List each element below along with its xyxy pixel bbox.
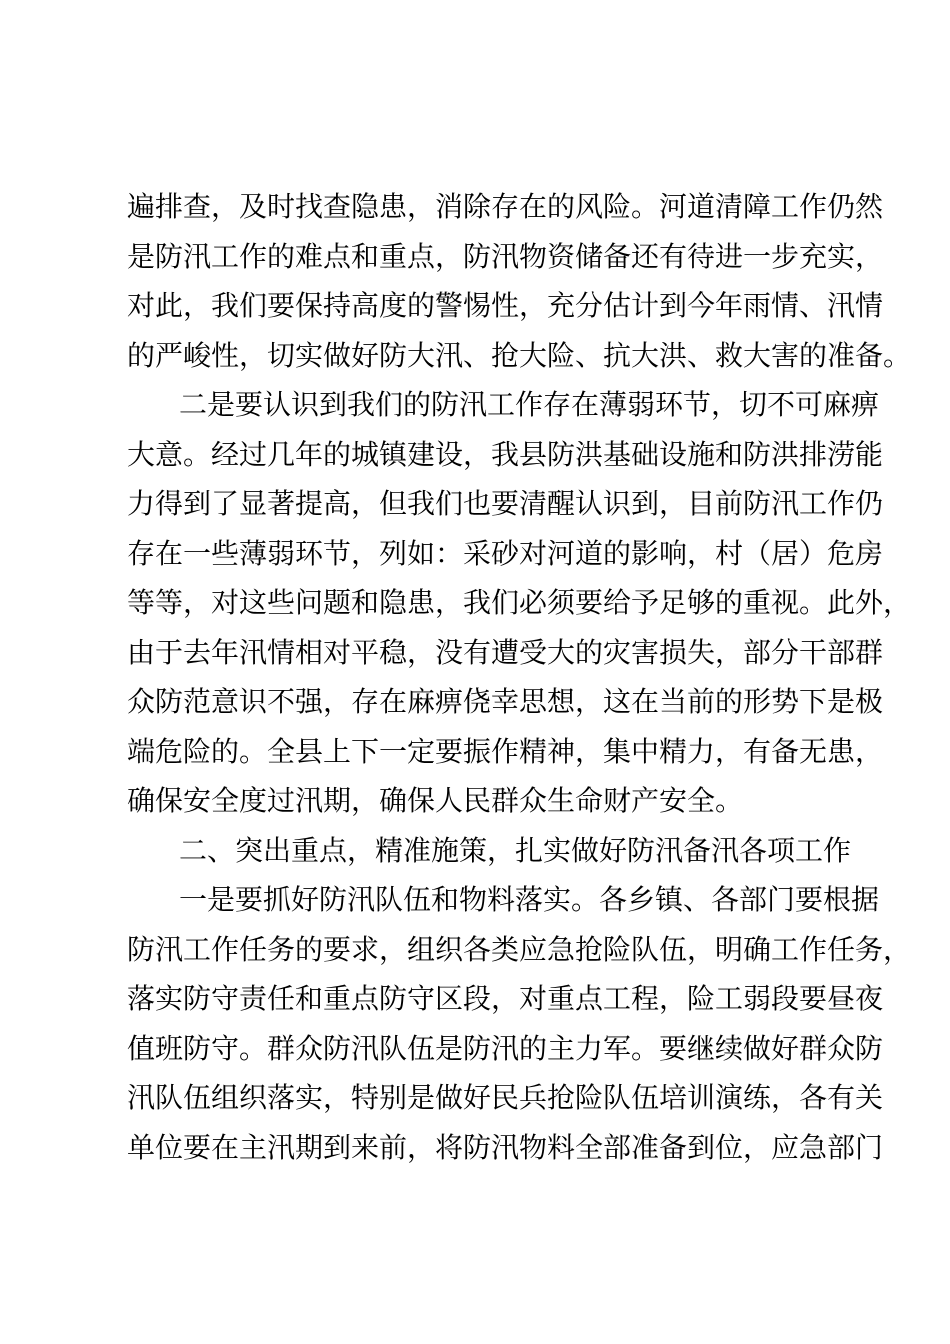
text-line: 等等，对这些问题和隐患，我们必须要给予足够的重视。此外， [127, 586, 912, 619]
text-line: 端危险的。全县上下一定要振作精神，集中精力，有备无患， [127, 734, 884, 768]
text-line: 确保安全度过汛期，确保人民群众生命财产安全。 [127, 784, 744, 817]
text-line: 众防范意识不强，存在麻痹侥幸思想，这在当前的形势下是极 [127, 685, 884, 718]
document-body [127, 182, 912, 1172]
text-line: 值班防守。群众防汛队伍是防汛的主力军。要继续做好群众防 [127, 1031, 884, 1065]
text-line: 由于去年汛情相对平稳，没有遭受大的灾害损失，部分干部群 [127, 635, 884, 669]
text-line: 对此，我们要保持高度的警惕性，充分估计到今年雨情、汛情 [127, 289, 884, 322]
text-line: 大意。经过几年的城镇建设，我县防洪基础设施和防洪排涝能 [127, 437, 884, 471]
text-line: 二是要认识到我们的防汛工作存在薄弱环节，切不可麻痹 [179, 388, 880, 421]
text-line: 遍排查，及时找查隐患，消除存在的风险。河道清障工作仍然 [127, 190, 884, 223]
text-line: 存在一些薄弱环节，列如：采砂对河道的影响，村（居）危房 [127, 536, 884, 570]
text-line: 单位要在主汛期到来前，将防汛物料全部准备到位，应急部门 [127, 1130, 884, 1164]
text-line: 汛队伍组织落实，特别是做好民兵抢险队伍培训演练，各有关 [127, 1081, 884, 1114]
text-line: 防汛工作任务的要求，组织各类应急抢险队伍，明确工作任务， [127, 932, 912, 966]
text-line: 一是要抓好防汛队伍和物料落实。各乡镇、各部门要根据 [179, 883, 880, 916]
text-line: 的严峻性，切实做好防大汛、抢大险、抗大洪、救大害的准备。 [127, 338, 912, 372]
section-heading: 二、突出重点，精准施策，扎实做好防汛备汛各项工作 [179, 833, 852, 867]
text-line: 落实防守责任和重点防守区段，对重点工程，险工弱段要昼夜 [127, 982, 884, 1015]
text-line: 是防汛工作的难点和重点，防汛物资储备还有待进一步充实， [127, 239, 884, 273]
text-line: 力得到了显著提高，但我们也要清醒认识到，目前防汛工作仍 [127, 487, 884, 520]
